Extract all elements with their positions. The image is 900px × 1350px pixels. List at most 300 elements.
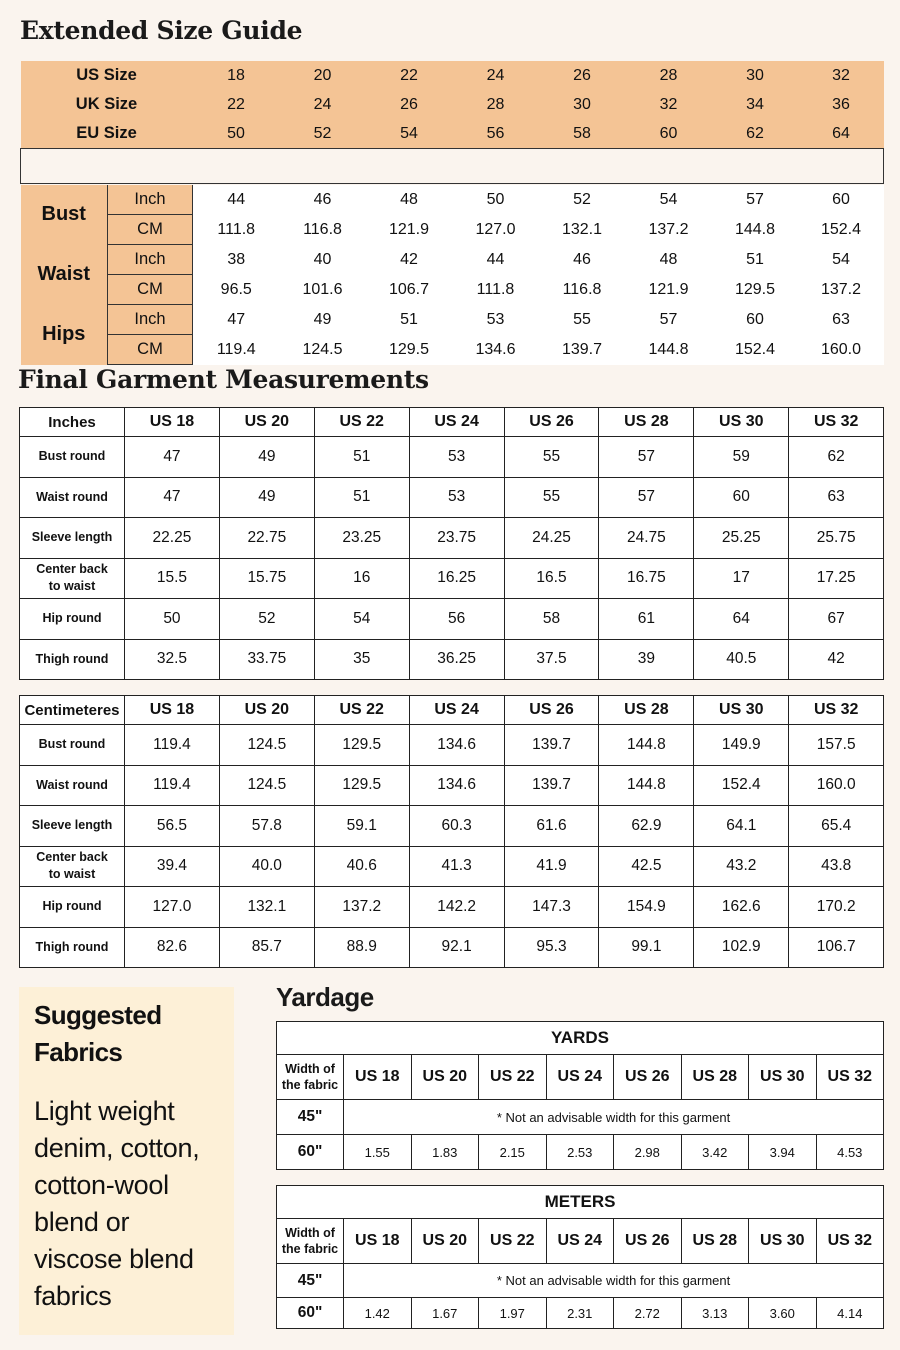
header-row	[277, 1055, 884, 1100]
header-row	[20, 408, 884, 437]
measure-value: 60	[712, 305, 799, 335]
measure-value: 147.3	[504, 887, 599, 928]
uk-size-row	[21, 90, 884, 119]
row-label: Bust round	[20, 725, 125, 766]
spacer-cell	[21, 149, 884, 184]
measure-value: 61.6	[504, 806, 599, 847]
size-label: US Size	[21, 61, 193, 90]
size-header: US 22	[479, 1219, 547, 1264]
measure-value: 62.9	[599, 806, 694, 847]
row-label: Thigh round	[20, 927, 125, 968]
measure-value: 63	[799, 305, 884, 335]
yardage-value: 1.42	[344, 1298, 412, 1329]
size-header: US 26	[504, 408, 599, 437]
measure-value: 129.5	[314, 765, 409, 806]
unit-title: YARDS	[277, 1022, 884, 1055]
fabrics-title-line: Suggested	[34, 1000, 162, 1030]
measure-value: 129.5	[366, 335, 453, 365]
us-size-row	[21, 61, 884, 90]
size-header: US 20	[411, 1055, 479, 1100]
size-header: US 30	[749, 1219, 817, 1264]
width-header-line: the fabric	[281, 1078, 339, 1092]
measure-value: 56	[409, 599, 504, 640]
row-label: Hip round	[20, 887, 125, 928]
row-label: Sleeve length	[20, 518, 125, 559]
size-header: US 22	[479, 1055, 547, 1100]
row-label	[20, 846, 125, 887]
measure-value: 132.1	[539, 215, 626, 245]
measure-value: 36.25	[409, 639, 504, 680]
yardage-value: 3.60	[749, 1298, 817, 1329]
measure-value: 55	[504, 477, 599, 518]
measure-value: 119.4	[125, 765, 220, 806]
measure-value: 53	[409, 437, 504, 478]
header-row	[277, 1219, 884, 1264]
yardage-value: 1.83	[411, 1135, 479, 1170]
table-row	[20, 639, 884, 680]
measure-value: 51	[712, 245, 799, 275]
measure-value: 35	[314, 639, 409, 680]
table-row	[20, 518, 884, 559]
measure-value: 149.9	[694, 725, 789, 766]
measure-value: 144.8	[599, 765, 694, 806]
measure-value: 16.75	[599, 558, 694, 599]
measure-value: 41.3	[409, 846, 504, 887]
table-row	[20, 437, 884, 478]
width-value: 45"	[277, 1100, 344, 1135]
size-header: US 22	[314, 696, 409, 725]
hips-cm-row	[21, 335, 884, 365]
measure-value: 106.7	[789, 927, 884, 968]
measure-value: 124.5	[219, 725, 314, 766]
table-row	[20, 477, 884, 518]
spacer-row	[21, 149, 884, 184]
measure-value: 101.6	[280, 275, 366, 305]
width-header-line: Width of	[285, 1062, 335, 1076]
size-header: US 24	[409, 696, 504, 725]
row-label: Thigh round	[20, 639, 125, 680]
size-header: US 30	[749, 1055, 817, 1100]
measure-value: 56.5	[125, 806, 220, 847]
unit-row	[277, 1022, 884, 1055]
measure-value: 23.75	[409, 518, 504, 559]
measure-value: 47	[193, 305, 280, 335]
measure-value: 132.1	[219, 887, 314, 928]
measure-value: 139.7	[504, 765, 599, 806]
measure-value: 44	[193, 185, 280, 215]
measure-value: 144.8	[712, 215, 799, 245]
unit-label: Inch	[108, 245, 193, 275]
measure-value: 67	[789, 599, 884, 640]
measure-value: 32.5	[125, 639, 220, 680]
table-row	[20, 558, 884, 599]
measure-value: 124.5	[219, 765, 314, 806]
measure-value: 52	[219, 599, 314, 640]
measure-value: 39	[599, 639, 694, 680]
measure-value: 88.9	[314, 927, 409, 968]
measure-value: 40.0	[219, 846, 314, 887]
measure-value: 25.25	[694, 518, 789, 559]
measure-value: 160.0	[789, 765, 884, 806]
size-guide-title: Extended Size Guide	[20, 16, 303, 45]
size-value: 32	[626, 90, 712, 119]
measure-value: 43.8	[789, 846, 884, 887]
size-value: 22	[366, 61, 453, 90]
size-value: 30	[712, 61, 799, 90]
size-label: UK Size	[21, 90, 193, 119]
final-measurements-inches-table	[19, 407, 884, 680]
size-header: US 20	[219, 696, 314, 725]
size-header: US 24	[546, 1055, 614, 1100]
size-value: 28	[453, 90, 539, 119]
measure-value: 60	[799, 185, 884, 215]
measure-value: 37.5	[504, 639, 599, 680]
yardage-value: 2.53	[546, 1135, 614, 1170]
yardage-value: 1.55	[344, 1135, 412, 1170]
measure-value: 154.9	[599, 887, 694, 928]
measure-value: 119.4	[125, 725, 220, 766]
width-45-row	[277, 1100, 884, 1135]
unit-label: Inch	[108, 305, 193, 335]
measure-value: 46	[539, 245, 626, 275]
unit-header: Centimeteres	[20, 696, 125, 725]
measure-value: 55	[539, 305, 626, 335]
unit-label: CM	[108, 215, 193, 245]
size-header: US 22	[314, 408, 409, 437]
measure-value: 55	[504, 437, 599, 478]
measure-value: 42.5	[599, 846, 694, 887]
size-header: US 18	[125, 696, 220, 725]
size-header: US 32	[789, 408, 884, 437]
fabrics-title-line: Fabrics	[34, 1037, 123, 1067]
measure-value: 40.5	[694, 639, 789, 680]
row-label: Hip round	[20, 599, 125, 640]
measure-value: 82.6	[125, 927, 220, 968]
row-label: Bust round	[20, 437, 125, 478]
measure-value: 119.4	[193, 335, 280, 365]
measure-value: 61	[599, 599, 694, 640]
measure-value: 121.9	[626, 275, 712, 305]
measure-value: 127.0	[125, 887, 220, 928]
measure-value: 59.1	[314, 806, 409, 847]
measure-value: 49	[219, 477, 314, 518]
row-label-line: Center back	[36, 562, 108, 577]
measure-value: 116.8	[280, 215, 366, 245]
measure-value: 160.0	[799, 335, 884, 365]
size-header: US 30	[694, 408, 789, 437]
measure-value: 121.9	[366, 215, 453, 245]
width-60-row	[277, 1298, 884, 1329]
yardage-value: 2.31	[546, 1298, 614, 1329]
measure-value: 47	[125, 437, 220, 478]
measure-value: 157.5	[789, 725, 884, 766]
measure-value: 52	[539, 185, 626, 215]
size-header: US 32	[816, 1219, 884, 1264]
size-header: US 28	[681, 1219, 749, 1264]
measure-value: 57	[599, 437, 694, 478]
measure-value: 57	[626, 305, 712, 335]
measure-value: 16	[314, 558, 409, 599]
measure-value: 43.2	[694, 846, 789, 887]
measure-value: 51	[314, 437, 409, 478]
measure-value: 99.1	[599, 927, 694, 968]
measure-value: 51	[314, 477, 409, 518]
measure-group-label: Waist	[21, 245, 108, 305]
size-header: US 32	[789, 696, 884, 725]
row-label: Sleeve length	[20, 806, 125, 847]
not-advisable-note: * Not an advisable width for this garment	[344, 1264, 884, 1298]
size-value: 36	[799, 90, 884, 119]
measure-value: 22.25	[125, 518, 220, 559]
measure-value: 152.4	[712, 335, 799, 365]
yardage-value: 1.67	[411, 1298, 479, 1329]
measure-value: 57.8	[219, 806, 314, 847]
measure-value: 17.25	[789, 558, 884, 599]
measure-value: 54	[626, 185, 712, 215]
table-row	[20, 806, 884, 847]
final-measurements-title: Final Garment Measurements	[18, 365, 429, 394]
bust-cm-row	[21, 215, 884, 245]
measure-value: 42	[789, 639, 884, 680]
row-label-line: Center back	[36, 850, 108, 865]
measure-value: 152.4	[799, 215, 884, 245]
measure-value: 124.5	[280, 335, 366, 365]
yardage-meters-table	[276, 1185, 884, 1329]
measure-value: 137.2	[626, 215, 712, 245]
measure-value: 134.6	[409, 765, 504, 806]
yardage-value: 3.94	[749, 1135, 817, 1170]
size-value: 34	[712, 90, 799, 119]
measure-value: 85.7	[219, 927, 314, 968]
size-value: 56	[453, 119, 539, 149]
measure-group-label: Hips	[21, 305, 108, 365]
measure-value: 64	[694, 599, 789, 640]
fabrics-text-line: Light weight	[34, 1096, 175, 1126]
hips-inch-row	[21, 305, 884, 335]
measure-value: 139.7	[504, 725, 599, 766]
row-label: Waist round	[20, 765, 125, 806]
header-row	[20, 696, 884, 725]
width-value: 45"	[277, 1264, 344, 1298]
fabrics-text-line: denim, cotton,	[34, 1133, 200, 1163]
measure-value: 65.4	[789, 806, 884, 847]
row-label	[20, 558, 125, 599]
size-value: 26	[539, 61, 626, 90]
size-header: US 30	[694, 696, 789, 725]
yardage-value: 4.14	[816, 1298, 884, 1329]
size-header: US 18	[344, 1219, 412, 1264]
measure-value: 48	[626, 245, 712, 275]
yardage-value: 2.72	[614, 1298, 682, 1329]
size-header: US 28	[599, 408, 694, 437]
row-label: Waist round	[20, 477, 125, 518]
measure-value: 63	[789, 477, 884, 518]
measure-value: 60	[694, 477, 789, 518]
width-45-row	[277, 1264, 884, 1298]
measure-value: 137.2	[799, 275, 884, 305]
measure-value: 23.25	[314, 518, 409, 559]
fabrics-text-line: viscose blend	[34, 1244, 194, 1274]
yardage-value: 1.97	[479, 1298, 547, 1329]
measure-value: 33.75	[219, 639, 314, 680]
not-advisable-note: * Not an advisable width for this garment	[344, 1100, 884, 1135]
table-row	[20, 599, 884, 640]
size-header: US 20	[411, 1219, 479, 1264]
bust-inch-row	[21, 185, 884, 215]
size-value: 22	[193, 90, 280, 119]
measure-value: 54	[314, 599, 409, 640]
width-header	[277, 1055, 344, 1100]
width-header-line: the fabric	[281, 1242, 339, 1256]
measure-value: 144.8	[599, 725, 694, 766]
extended-size-table	[20, 61, 884, 365]
size-header: US 18	[125, 408, 220, 437]
size-header: US 28	[599, 696, 694, 725]
fabrics-text-line: blend or	[34, 1207, 130, 1237]
measure-value: 53	[409, 477, 504, 518]
measure-value: 51	[366, 305, 453, 335]
measure-value: 58	[504, 599, 599, 640]
measure-value: 25.75	[789, 518, 884, 559]
measure-value: 40	[280, 245, 366, 275]
measure-value: 57	[712, 185, 799, 215]
size-value: 24	[453, 61, 539, 90]
measure-value: 96.5	[193, 275, 280, 305]
measure-value: 129.5	[712, 275, 799, 305]
suggested-fabrics-box	[19, 987, 234, 1335]
measure-value: 111.8	[193, 215, 280, 245]
measure-value: 102.9	[694, 927, 789, 968]
measure-group-label: Bust	[21, 185, 108, 245]
measure-value: 49	[219, 437, 314, 478]
measure-value: 16.5	[504, 558, 599, 599]
measure-value: 50	[453, 185, 539, 215]
size-value: 64	[799, 119, 884, 149]
measure-value: 134.6	[453, 335, 539, 365]
measure-value: 38	[193, 245, 280, 275]
waist-inch-row	[21, 245, 884, 275]
table-row	[20, 846, 884, 887]
waist-cm-row	[21, 275, 884, 305]
width-header-line: Width of	[285, 1226, 335, 1240]
measure-value: 162.6	[694, 887, 789, 928]
measure-value: 54	[799, 245, 884, 275]
yardage-value: 4.53	[816, 1135, 884, 1170]
measure-value: 92.1	[409, 927, 504, 968]
size-value: 50	[193, 119, 280, 149]
suggested-fabrics-title	[34, 997, 162, 1071]
measure-value: 44	[453, 245, 539, 275]
size-value: 62	[712, 119, 799, 149]
size-value: 30	[539, 90, 626, 119]
measure-value: 64.1	[694, 806, 789, 847]
size-header: US 24	[409, 408, 504, 437]
size-value: 26	[366, 90, 453, 119]
measure-value: 59	[694, 437, 789, 478]
size-value: 32	[799, 61, 884, 90]
size-header: US 32	[816, 1055, 884, 1100]
size-value: 24	[280, 90, 366, 119]
width-value: 60"	[277, 1298, 344, 1329]
measure-value: 62	[789, 437, 884, 478]
measure-value: 116.8	[539, 275, 626, 305]
measure-value: 24.25	[504, 518, 599, 559]
size-value: 54	[366, 119, 453, 149]
measure-value: 39.4	[125, 846, 220, 887]
measure-value: 152.4	[694, 765, 789, 806]
size-value: 28	[626, 61, 712, 90]
measure-value: 139.7	[539, 335, 626, 365]
table-row	[20, 725, 884, 766]
row-label-line: to waist	[48, 867, 96, 882]
measure-value: 40.6	[314, 846, 409, 887]
measure-value: 106.7	[366, 275, 453, 305]
table-row	[20, 765, 884, 806]
width-header	[277, 1219, 344, 1264]
unit-title: METERS	[277, 1186, 884, 1219]
measure-value: 170.2	[789, 887, 884, 928]
measure-value: 60.3	[409, 806, 504, 847]
measure-value: 142.2	[409, 887, 504, 928]
size-value: 20	[280, 61, 366, 90]
yardage-value: 3.13	[681, 1298, 749, 1329]
measure-value: 53	[453, 305, 539, 335]
measure-value: 15.75	[219, 558, 314, 599]
size-header: US 20	[219, 408, 314, 437]
table-row	[20, 887, 884, 928]
size-header: US 26	[614, 1219, 682, 1264]
unit-label: Inch	[108, 185, 193, 215]
measure-value: 50	[125, 599, 220, 640]
measure-value: 95.3	[504, 927, 599, 968]
measure-value: 49	[280, 305, 366, 335]
size-header: US 26	[614, 1055, 682, 1100]
unit-label: CM	[108, 275, 193, 305]
yardage-value: 3.42	[681, 1135, 749, 1170]
measure-value: 137.2	[314, 887, 409, 928]
size-value: 18	[193, 61, 280, 90]
fabrics-text-line: cotton-wool	[34, 1170, 169, 1200]
unit-header: Inches	[20, 408, 125, 437]
size-value: 52	[280, 119, 366, 149]
measure-value: 17	[694, 558, 789, 599]
final-measurements-cm-table	[19, 695, 884, 968]
eu-size-row	[21, 119, 884, 149]
size-label: EU Size	[21, 119, 193, 149]
suggested-fabrics-text	[34, 1093, 229, 1315]
measure-value: 42	[366, 245, 453, 275]
measure-value: 16.25	[409, 558, 504, 599]
size-header: US 26	[504, 696, 599, 725]
measure-value: 134.6	[409, 725, 504, 766]
measure-value: 129.5	[314, 725, 409, 766]
yardage-value: 2.98	[614, 1135, 682, 1170]
size-value: 60	[626, 119, 712, 149]
yardage-value: 2.15	[479, 1135, 547, 1170]
measure-value: 47	[125, 477, 220, 518]
measure-value: 127.0	[453, 215, 539, 245]
width-60-row	[277, 1135, 884, 1170]
size-header: US 18	[344, 1055, 412, 1100]
measure-value: 57	[599, 477, 694, 518]
yardage-title: Yardage	[276, 982, 374, 1012]
measure-value: 41.9	[504, 846, 599, 887]
width-value: 60"	[277, 1135, 344, 1170]
measure-value: 46	[280, 185, 366, 215]
fabrics-text-line: fabrics	[34, 1281, 112, 1311]
size-value: 58	[539, 119, 626, 149]
measure-value: 48	[366, 185, 453, 215]
